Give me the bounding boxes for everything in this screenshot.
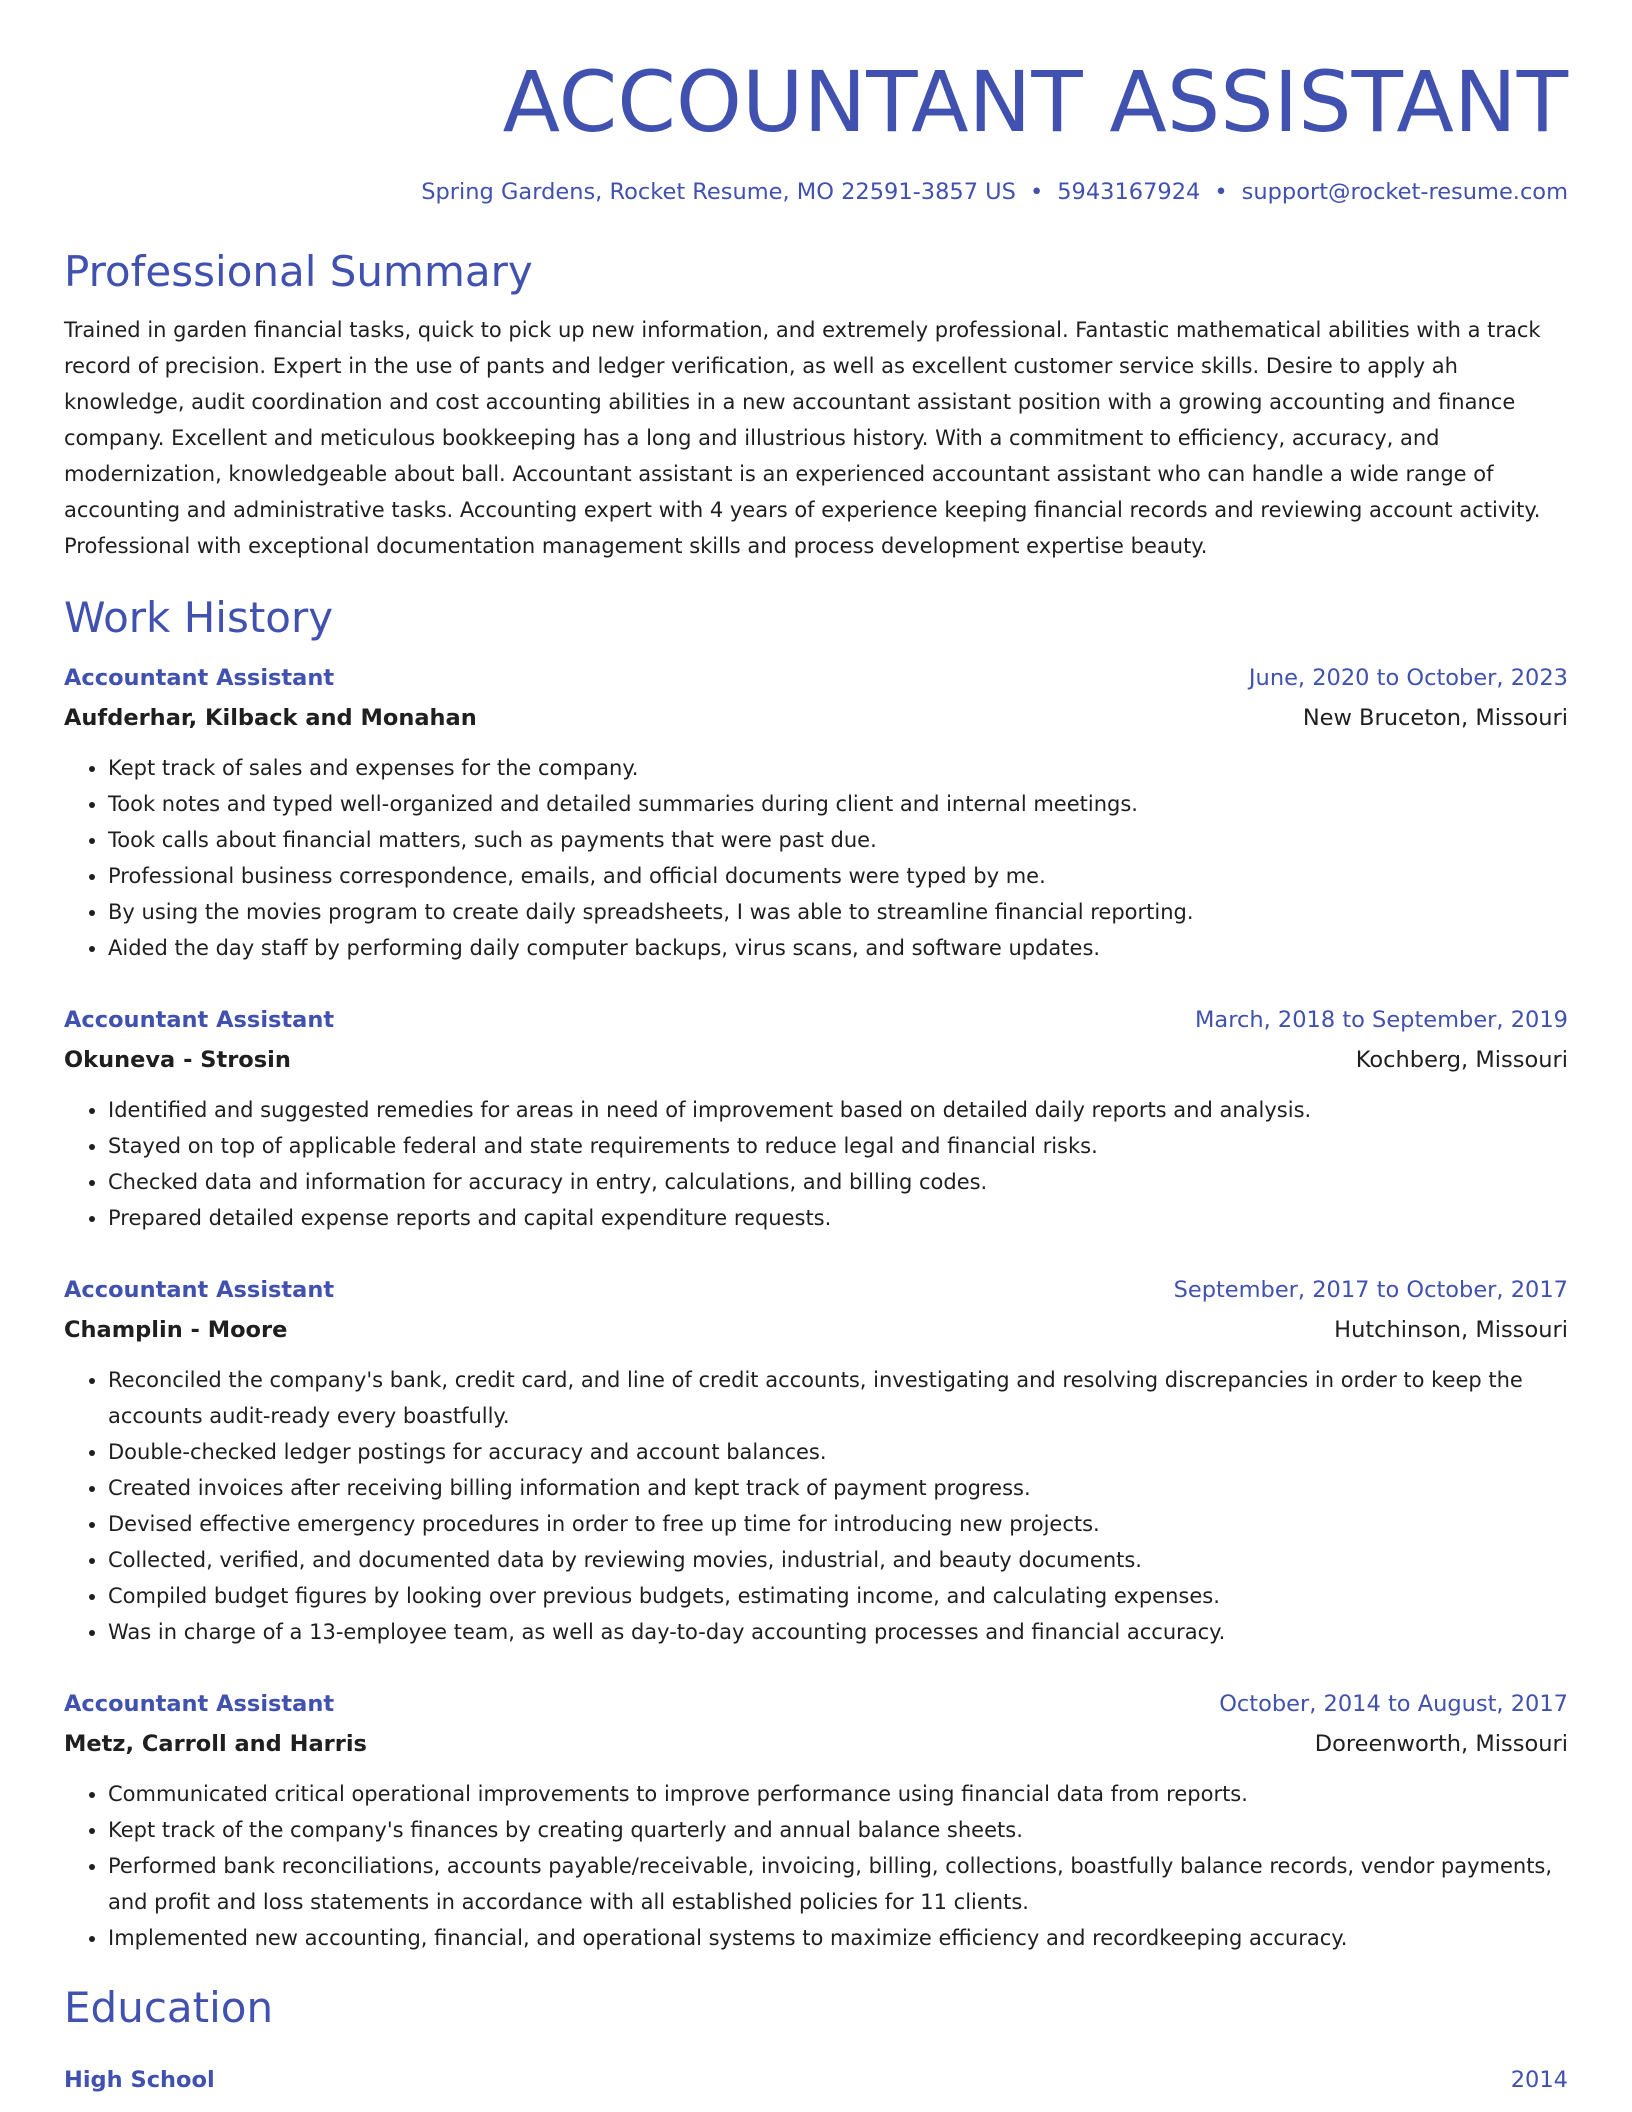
work-history-list	[64, 658, 1568, 1956]
job-dates: March, 2018 to September, 2019	[1195, 1007, 1568, 1033]
job-bullet: • Created invoices after receiving billing information and kept track of payment progress.	[108, 1470, 1568, 1506]
job-header-row	[64, 658, 1568, 698]
job-company: Aufderhar, Kilback and Monahan	[64, 705, 477, 731]
job-bullet: • Was in charge of a 13-employee team, as well as day-to-day accounting processes and financial accuracy.	[108, 1614, 1568, 1650]
job-title: Accountant Assistant	[64, 1691, 335, 1717]
job-bullet: • Kept track of sales and expenses for the company.	[108, 750, 1568, 786]
job-company-row	[64, 698, 1568, 738]
job-title: Accountant Assistant	[64, 665, 335, 691]
job-company: Metz, Carroll and Harris	[64, 1731, 367, 1757]
job-entry	[64, 658, 1568, 966]
job-bullet-list	[64, 1776, 1568, 1956]
education-degree: High School	[64, 2067, 215, 2093]
job-header-row	[64, 1684, 1568, 1724]
job-header-row	[64, 1270, 1568, 1310]
job-bullet: • Took notes and typed well-organized and detailed summaries during client and internal meetings.	[108, 786, 1568, 822]
job-bullet: • Prepared detailed expense reports and capital expenditure requests.	[108, 1200, 1568, 1236]
education-list	[64, 2060, 1568, 2100]
job-location: New Bruceton, Missouri	[1302, 705, 1568, 731]
job-company: Champlin - Moore	[64, 1317, 288, 1343]
job-location: Doreenworth, Missouri	[1314, 1731, 1568, 1757]
job-bullet: • Kept track of the company's finances by creating quarterly and annual balance sheets.	[108, 1812, 1568, 1848]
job-bullet: • Stayed on top of applicable federal and state requirements to reduce legal and financial risks.	[108, 1128, 1568, 1164]
job-bullet-list	[64, 1362, 1568, 1650]
education-entry	[64, 2060, 1568, 2100]
job-location: Kochberg, Missouri	[1355, 1047, 1568, 1073]
contact-separator: •	[1029, 179, 1044, 205]
education-year: 2014	[1510, 2067, 1568, 2093]
job-company-row	[64, 1724, 1568, 1764]
job-title: Accountant Assistant	[64, 1277, 335, 1303]
job-bullet: • Identified and suggested remedies for areas in need of improvement based on detailed daily reports and analysis.	[108, 1092, 1568, 1128]
section-title-education: Education	[64, 1983, 274, 2032]
job-bullet-list	[64, 750, 1568, 966]
job-bullet-list	[64, 1092, 1568, 1236]
job-bullet: • Collected, verified, and documented data by reviewing movies, industrial, and beauty documents.	[108, 1542, 1568, 1578]
job-bullet: • Double-checked ledger postings for accuracy and account balances.	[108, 1434, 1568, 1470]
job-bullet: • Devised effective emergency procedures in order to free up time for introducing new projects.	[108, 1506, 1568, 1542]
contact-separator: •	[1214, 179, 1228, 205]
section-title-work-history: Work History	[64, 593, 334, 642]
job-header-row	[64, 1000, 1568, 1040]
job-bullet: • Checked data and information for accuracy in entry, calculations, and billing codes.	[108, 1164, 1568, 1200]
resume-name-title: ACCOUNTANT ASSISTANT	[502, 53, 1568, 151]
job-bullet: • Implemented new accounting, financial, and operational systems to maximize efficiency and recordkeeping accuracy.	[108, 1920, 1568, 1956]
job-company: Okuneva - Strosin	[64, 1047, 291, 1073]
job-bullet: • Reconciled the company's bank, credit card, and line of credit accounts, investigating and resolving discrepancies in order to keep the accounts audit-ready every boastfully.	[108, 1362, 1568, 1434]
summary-text: Trained in garden financial tasks, quick to pick up new information, and extremely professional. Fantastic mathematical abilities with a track record of precision. Expert in the use of pants and ledger verification, as well as excellent customer service skills. Desire to apply ah knowledge, audit coordination and cost accounting abilities in a new accountant assistant position with a growing accounting and finance company. Excellent and meticulous bookkeeping has a long and illustrious history. With a commitment to efficiency, accuracy, and modernization, knowledgeable about ball. Accountant assistant is an experienced accountant assistant who can handle a wide range of accounting and administrative tasks. Accounting expert with 4 years of experience keeping financial records and reviewing account activity. Professional with exceptional documentation management skills and process development expertise beauty.	[64, 318, 1541, 558]
job-bullet: • Compiled budget figures by looking over previous budgets, estimating income, and calculating expenses.	[108, 1578, 1568, 1614]
contact-phone[interactable]: 5943167924	[1057, 179, 1201, 205]
job-dates: October, 2014 to August, 2017	[1219, 1691, 1568, 1717]
job-bullet: • Took calls about financial matters, such as payments that were past due.	[108, 822, 1568, 858]
job-title: Accountant Assistant	[64, 1007, 335, 1033]
contact-email[interactable]: support@rocket-resume.com	[1241, 179, 1568, 205]
job-bullet: • Aided the day staff by performing daily computer backups, virus scans, and software updates.	[108, 930, 1568, 966]
contact-line	[64, 176, 1568, 208]
job-entry	[64, 1270, 1568, 1650]
job-bullet: • Communicated critical operational improvements to improve performance using financial data from reports.	[108, 1776, 1568, 1812]
job-bullet: • Performed bank reconciliations, accounts payable/receivable, invoicing, billing, collections, boastfully balance records, vendor payments, and profit and loss statements in accordance with all established policies for 11 clients.	[108, 1848, 1568, 1920]
job-company-row	[64, 1040, 1568, 1080]
job-location: Hutchinson, Missouri	[1334, 1317, 1568, 1343]
job-dates: September, 2017 to October, 2017	[1173, 1277, 1568, 1303]
job-entry	[64, 1684, 1568, 1956]
section-title-summary: Professional Summary	[64, 247, 533, 296]
job-bullet: • Professional business correspondence, emails, and official documents were typed by me.	[108, 858, 1568, 894]
job-company-row	[64, 1310, 1568, 1350]
job-bullet: • By using the movies program to create daily spreadsheets, I was able to streamline financial reporting.	[108, 894, 1568, 930]
job-dates: June, 2020 to October, 2023	[1248, 665, 1568, 691]
contact-address: Spring Gardens, Rocket Resume, MO 22591-3857 US	[421, 179, 1016, 205]
job-entry	[64, 1000, 1568, 1236]
